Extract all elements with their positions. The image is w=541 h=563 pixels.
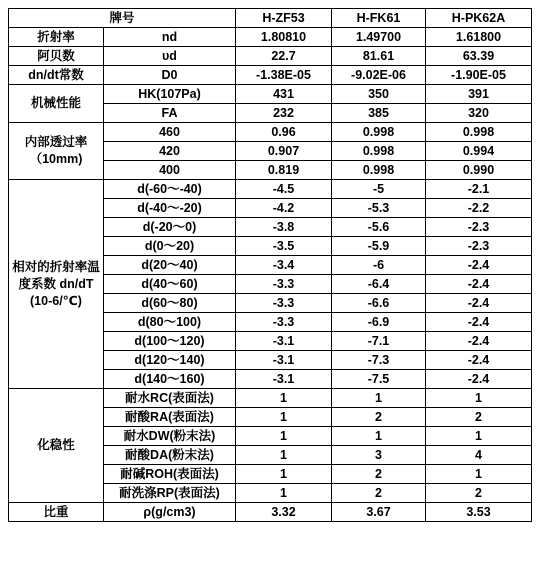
cell: -5 bbox=[332, 180, 426, 199]
cell: 2 bbox=[332, 465, 426, 484]
row-sub: d(40～60) bbox=[104, 275, 236, 294]
header-h-fk61: H-FK61 bbox=[332, 9, 426, 28]
cell: 2 bbox=[332, 484, 426, 503]
cell: 3.32 bbox=[236, 503, 332, 522]
cell: -2.4 bbox=[426, 313, 532, 332]
cell: 1.80810 bbox=[236, 28, 332, 47]
cell: -2.4 bbox=[426, 256, 532, 275]
row-label-transmittance: 内部透过率（10mm) bbox=[9, 123, 104, 180]
row-label-refractive: 折射率 bbox=[9, 28, 104, 47]
cell: 1 bbox=[332, 427, 426, 446]
table-row bbox=[9, 85, 532, 104]
cell: 1 bbox=[426, 389, 532, 408]
cell: 0.819 bbox=[236, 161, 332, 180]
table-row bbox=[9, 389, 532, 408]
header-h-pk62a: H-PK62A bbox=[426, 9, 532, 28]
cell: -6.6 bbox=[332, 294, 426, 313]
table-row bbox=[9, 180, 532, 199]
cell: -3.5 bbox=[236, 237, 332, 256]
cell: -6.4 bbox=[332, 275, 426, 294]
cell: 0.994 bbox=[426, 142, 532, 161]
cell: 320 bbox=[426, 104, 532, 123]
cell: -6.9 bbox=[332, 313, 426, 332]
cell: 232 bbox=[236, 104, 332, 123]
table-row bbox=[9, 503, 532, 522]
cell: -5.9 bbox=[332, 237, 426, 256]
cell: -7.5 bbox=[332, 370, 426, 389]
row-sub: d(-20～0) bbox=[104, 218, 236, 237]
row-label-abbe: 阿贝数 bbox=[9, 47, 104, 66]
row-label-mech: 机械性能 bbox=[9, 85, 104, 123]
cell: -3.3 bbox=[236, 313, 332, 332]
cell: 0.990 bbox=[426, 161, 532, 180]
row-sub: D0 bbox=[104, 66, 236, 85]
cell: -3.3 bbox=[236, 294, 332, 313]
cell: 22.7 bbox=[236, 47, 332, 66]
row-sub: 400 bbox=[104, 161, 236, 180]
row-sub: 460 bbox=[104, 123, 236, 142]
cell: -2.4 bbox=[426, 332, 532, 351]
row-sub: 耐水DW(粉末法) bbox=[104, 427, 236, 446]
row-sub: υd bbox=[104, 47, 236, 66]
row-label-temp-coefficient: 相对的折射率温度系数 dn/dT (10-6/℃) bbox=[9, 180, 104, 389]
row-sub: d(0～20) bbox=[104, 237, 236, 256]
header-h-zf53: H-ZF53 bbox=[236, 9, 332, 28]
cell: -2.3 bbox=[426, 237, 532, 256]
cell: 2 bbox=[426, 408, 532, 427]
row-sub: 420 bbox=[104, 142, 236, 161]
cell: -6 bbox=[332, 256, 426, 275]
table-row bbox=[9, 66, 532, 85]
row-sub: d(-40～-20) bbox=[104, 199, 236, 218]
glass-properties-table bbox=[8, 8, 532, 522]
cell: -2.4 bbox=[426, 370, 532, 389]
cell: 1 bbox=[426, 465, 532, 484]
cell: 3 bbox=[332, 446, 426, 465]
cell: -5.6 bbox=[332, 218, 426, 237]
cell: 0.96 bbox=[236, 123, 332, 142]
cell: 1 bbox=[236, 408, 332, 427]
cell: -4.2 bbox=[236, 199, 332, 218]
cell: 2 bbox=[332, 408, 426, 427]
cell: -5.3 bbox=[332, 199, 426, 218]
row-sub: d(100～120) bbox=[104, 332, 236, 351]
cell: 391 bbox=[426, 85, 532, 104]
cell: -3.8 bbox=[236, 218, 332, 237]
cell: 1.49700 bbox=[332, 28, 426, 47]
row-sub: nd bbox=[104, 28, 236, 47]
cell: 4 bbox=[426, 446, 532, 465]
cell: -3.1 bbox=[236, 332, 332, 351]
cell: 1 bbox=[236, 465, 332, 484]
row-sub: d(20～40) bbox=[104, 256, 236, 275]
header-grade: 牌号 bbox=[9, 9, 236, 28]
row-sub: HK(107Pa) bbox=[104, 85, 236, 104]
cell: 0.998 bbox=[332, 161, 426, 180]
cell: 2 bbox=[426, 484, 532, 503]
cell: 1 bbox=[236, 389, 332, 408]
row-sub: 耐酸DA(粉末法) bbox=[104, 446, 236, 465]
cell: 81.61 bbox=[332, 47, 426, 66]
row-sub: 耐碱ROH(表面法) bbox=[104, 465, 236, 484]
row-sub: 耐水RC(表面法) bbox=[104, 389, 236, 408]
cell: 0.998 bbox=[332, 142, 426, 161]
row-label-chemical-stability: 化稳性 bbox=[9, 389, 104, 503]
row-sub: d(140～160) bbox=[104, 370, 236, 389]
row-sub: d(60～80) bbox=[104, 294, 236, 313]
cell: -1.38E-05 bbox=[236, 66, 332, 85]
cell: 350 bbox=[332, 85, 426, 104]
row-sub: d(120～140) bbox=[104, 351, 236, 370]
cell: 1 bbox=[236, 484, 332, 503]
cell: -3.1 bbox=[236, 351, 332, 370]
row-sub: 耐洗涤RP(表面法) bbox=[104, 484, 236, 503]
table-row bbox=[9, 47, 532, 66]
cell: 385 bbox=[332, 104, 426, 123]
cell: 1 bbox=[236, 427, 332, 446]
cell: -2.4 bbox=[426, 275, 532, 294]
table-row bbox=[9, 123, 532, 142]
cell: 3.67 bbox=[332, 503, 426, 522]
cell: 0.998 bbox=[332, 123, 426, 142]
header-row bbox=[9, 9, 532, 28]
cell: -2.3 bbox=[426, 218, 532, 237]
row-sub: d(80～100) bbox=[104, 313, 236, 332]
cell: -2.4 bbox=[426, 351, 532, 370]
cell: -1.90E-05 bbox=[426, 66, 532, 85]
cell: 0.907 bbox=[236, 142, 332, 161]
cell: -3.3 bbox=[236, 275, 332, 294]
row-sub: 耐酸RA(表面法) bbox=[104, 408, 236, 427]
row-label-dndt: dn/dt常数 bbox=[9, 66, 104, 85]
cell: -3.1 bbox=[236, 370, 332, 389]
cell: -9.02E-06 bbox=[332, 66, 426, 85]
cell: 1 bbox=[236, 446, 332, 465]
cell: -4.5 bbox=[236, 180, 332, 199]
cell: -3.4 bbox=[236, 256, 332, 275]
table-row bbox=[9, 28, 532, 47]
cell: 1 bbox=[332, 389, 426, 408]
cell: 0.998 bbox=[426, 123, 532, 142]
cell: -2.1 bbox=[426, 180, 532, 199]
row-sub: FA bbox=[104, 104, 236, 123]
row-sub: d(-60～-40) bbox=[104, 180, 236, 199]
cell: -2.2 bbox=[426, 199, 532, 218]
cell: 431 bbox=[236, 85, 332, 104]
cell: 63.39 bbox=[426, 47, 532, 66]
cell: -7.1 bbox=[332, 332, 426, 351]
row-label-density: 比重 bbox=[9, 503, 104, 522]
cell: -2.4 bbox=[426, 294, 532, 313]
cell: -7.3 bbox=[332, 351, 426, 370]
cell: 3.53 bbox=[426, 503, 532, 522]
cell: 1 bbox=[426, 427, 532, 446]
row-sub: ρ(g/cm3) bbox=[104, 503, 236, 522]
cell: 1.61800 bbox=[426, 28, 532, 47]
